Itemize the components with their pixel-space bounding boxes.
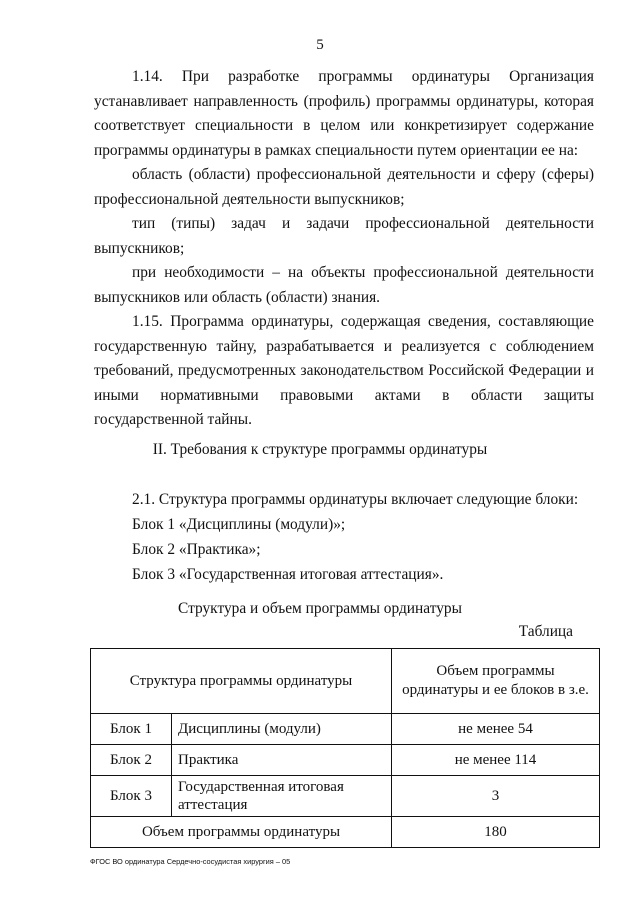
row-name: Дисциплины (модули) bbox=[172, 714, 392, 745]
table-header-row bbox=[91, 649, 600, 714]
table-label: Таблица bbox=[518, 623, 573, 640]
paragraph-orientation-area: область (области) профессиональной деятельности и сферу (сферы) профессиональной деятельности выпускников; bbox=[94, 166, 594, 208]
header-structure: Структура программы ординатуры bbox=[91, 649, 392, 714]
row-name: Государственная итоговая аттестация bbox=[172, 776, 392, 817]
section-title: II. Требования к структуре программы ординатуры bbox=[152, 441, 488, 458]
row-volume: не менее 54 bbox=[392, 714, 600, 745]
table-row bbox=[91, 714, 600, 745]
row-volume: не менее 114 bbox=[392, 745, 600, 776]
paragraph-orientation-objects: при необходимости – на объекты профессиональной деятельности выпускников или область (области) знания. bbox=[94, 264, 594, 306]
paragraph-1-15: 1.15. Программа ординатуры, содержащая сведения, составляющие государственную тайну, разрабатывается и реализуется с соблюдением требований, предусмотренных законодательством Российской Федерации и иными нормативными правовыми актами в области защиты государственной тайны. bbox=[94, 313, 594, 428]
row-block: Блок 3 bbox=[91, 776, 172, 817]
paragraph-1-14: 1.14. При разработке программы ординатуры Организация устанавливает направленность (профиль) программы ординатуры, которая соответствует специальности в целом или конкретизирует содержание программы ординатуры в рамках специальности путем ориентации ее на: bbox=[94, 68, 594, 159]
page-number: 5 bbox=[316, 37, 324, 53]
row-name: Практика bbox=[172, 745, 392, 776]
section-1-text bbox=[94, 65, 594, 433]
structure-table bbox=[90, 648, 600, 848]
header-volume: Объем программы ординатуры и ее блоков в з.е. bbox=[392, 649, 600, 714]
block-line-3: Блок 3 «Государственная итоговая аттестация». bbox=[132, 566, 444, 583]
table-caption: Структура и объем программы ординатуры bbox=[178, 600, 462, 617]
blocks-intro: 2.1. Структура программы ординатуры включает следующие блоки: bbox=[132, 491, 579, 508]
block-line-2: Блок 2 «Практика»; bbox=[132, 541, 261, 558]
total-label: Объем программы ординатуры bbox=[91, 817, 392, 848]
table-row bbox=[91, 776, 600, 817]
table-total-row bbox=[91, 817, 600, 848]
blocks-list bbox=[94, 487, 594, 587]
table-row bbox=[91, 745, 600, 776]
paragraph-orientation-tasks: тип (типы) задач и задачи профессиональной деятельности выпускников; bbox=[94, 215, 594, 257]
row-block: Блок 1 bbox=[91, 714, 172, 745]
row-block: Блок 2 bbox=[91, 745, 172, 776]
row-volume: 3 bbox=[392, 776, 600, 817]
total-value: 180 bbox=[392, 817, 600, 848]
block-line-1: Блок 1 «Дисциплины (модули)»; bbox=[132, 516, 346, 533]
footer: ФГОС ВО ординатура Сердечно-сосудистая хирургия – 05 bbox=[90, 857, 291, 866]
